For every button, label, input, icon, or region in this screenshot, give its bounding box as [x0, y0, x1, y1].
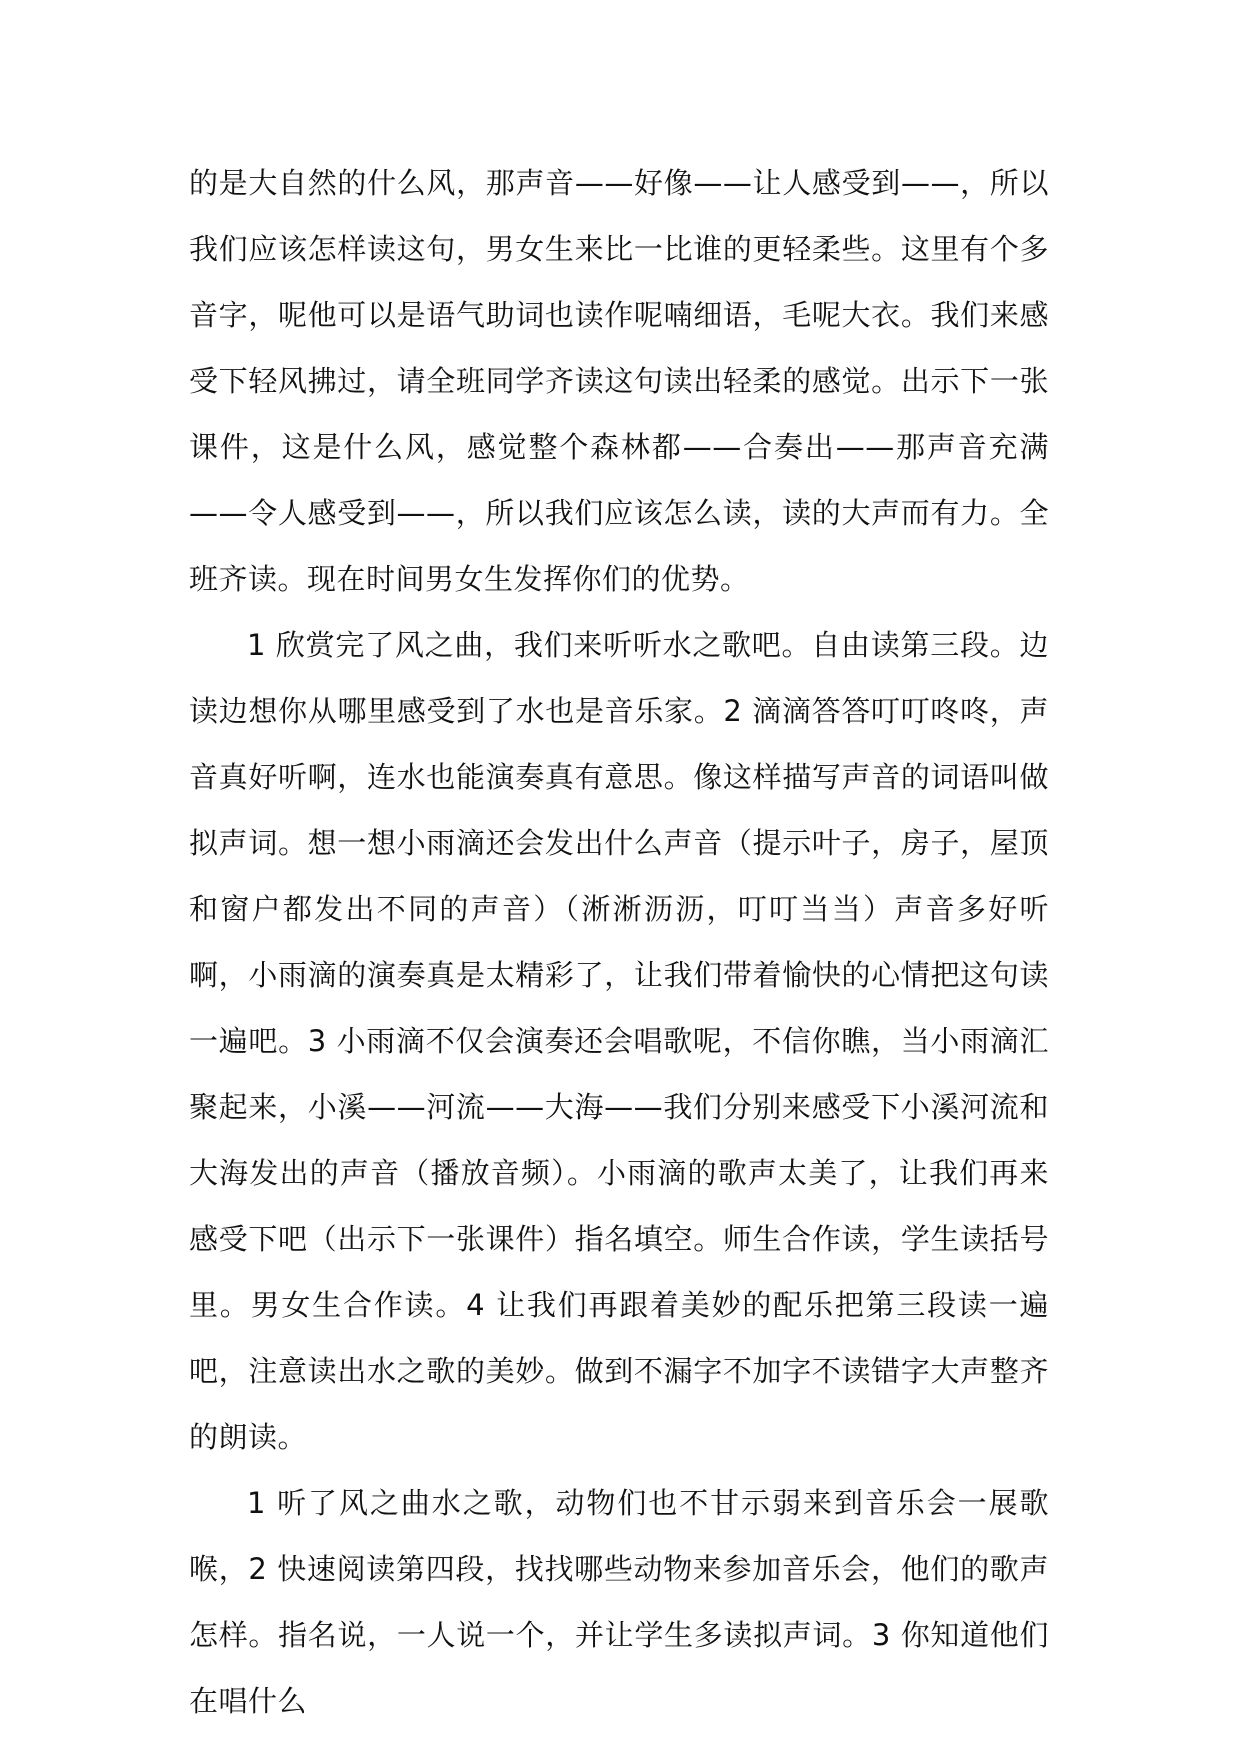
document-body: [189, 150, 1049, 1734]
paragraph-1: 的是大自然的什么风，那声音——好像——让人感受到——，所以我们应该怎样读这句，男女生来比一比谁的更轻柔些。这里有个多音字，呢他可以是语气助词也读作呢喃细语，毛呢大衣。我们来感受下轻风拂过，请全班同学齐读这句读出轻柔的感觉。出示下一张课件，这是什么风，感觉整个森林都——合奏出——那声音充满——令人感受到——，所以我们应该怎么读，读的大声而有力。全班齐读。现在时间男女生发挥你们的优势。: [189, 166, 1049, 596]
paragraph-3: 1 听了风之曲水之歌，动物们也不甘示弱来到音乐会一展歌喉，2 快速阅读第四段，找找哪些动物来参加音乐会，他们的歌声怎样。指名说，一人说一个，并让学生多读拟声词。3 你知道他们在唱什么: [189, 1486, 1049, 1718]
paragraph-2: 1 欣赏完了风之曲，我们来听听水之歌吧。自由读第三段。边读边想你从哪里感受到了水也是音乐家。2 滴滴答答叮叮咚咚，声音真好听啊，连水也能演奏真有意思。像这样描写声音的词语叫做拟声词。想一想小雨滴还会发出什么声音（提示叶子，房子，屋顶和窗户都发出不同的声音）（淅淅沥沥，叮叮当当）声音多好听啊，小雨滴的演奏真是太精彩了，让我们带着愉快的心情把这句读一遍吧。3 小雨滴不仅会演奏还会唱歌呢，不信你瞧，当小雨滴汇聚起来，小溪——河流——大海——我们分别来感受下小溪河流和大海发出的声音（播放音频）。小雨滴的歌声太美了，让我们再来感受下吧（出示下一张课件）指名填空。师生合作读，学生读括号里。男女生合作读。4 让我们再跟着美妙的配乐把第三段读一遍吧，注意读出水之歌的美妙。做到不漏字不加字不读错字大声整齐的朗读。: [189, 628, 1049, 1454]
